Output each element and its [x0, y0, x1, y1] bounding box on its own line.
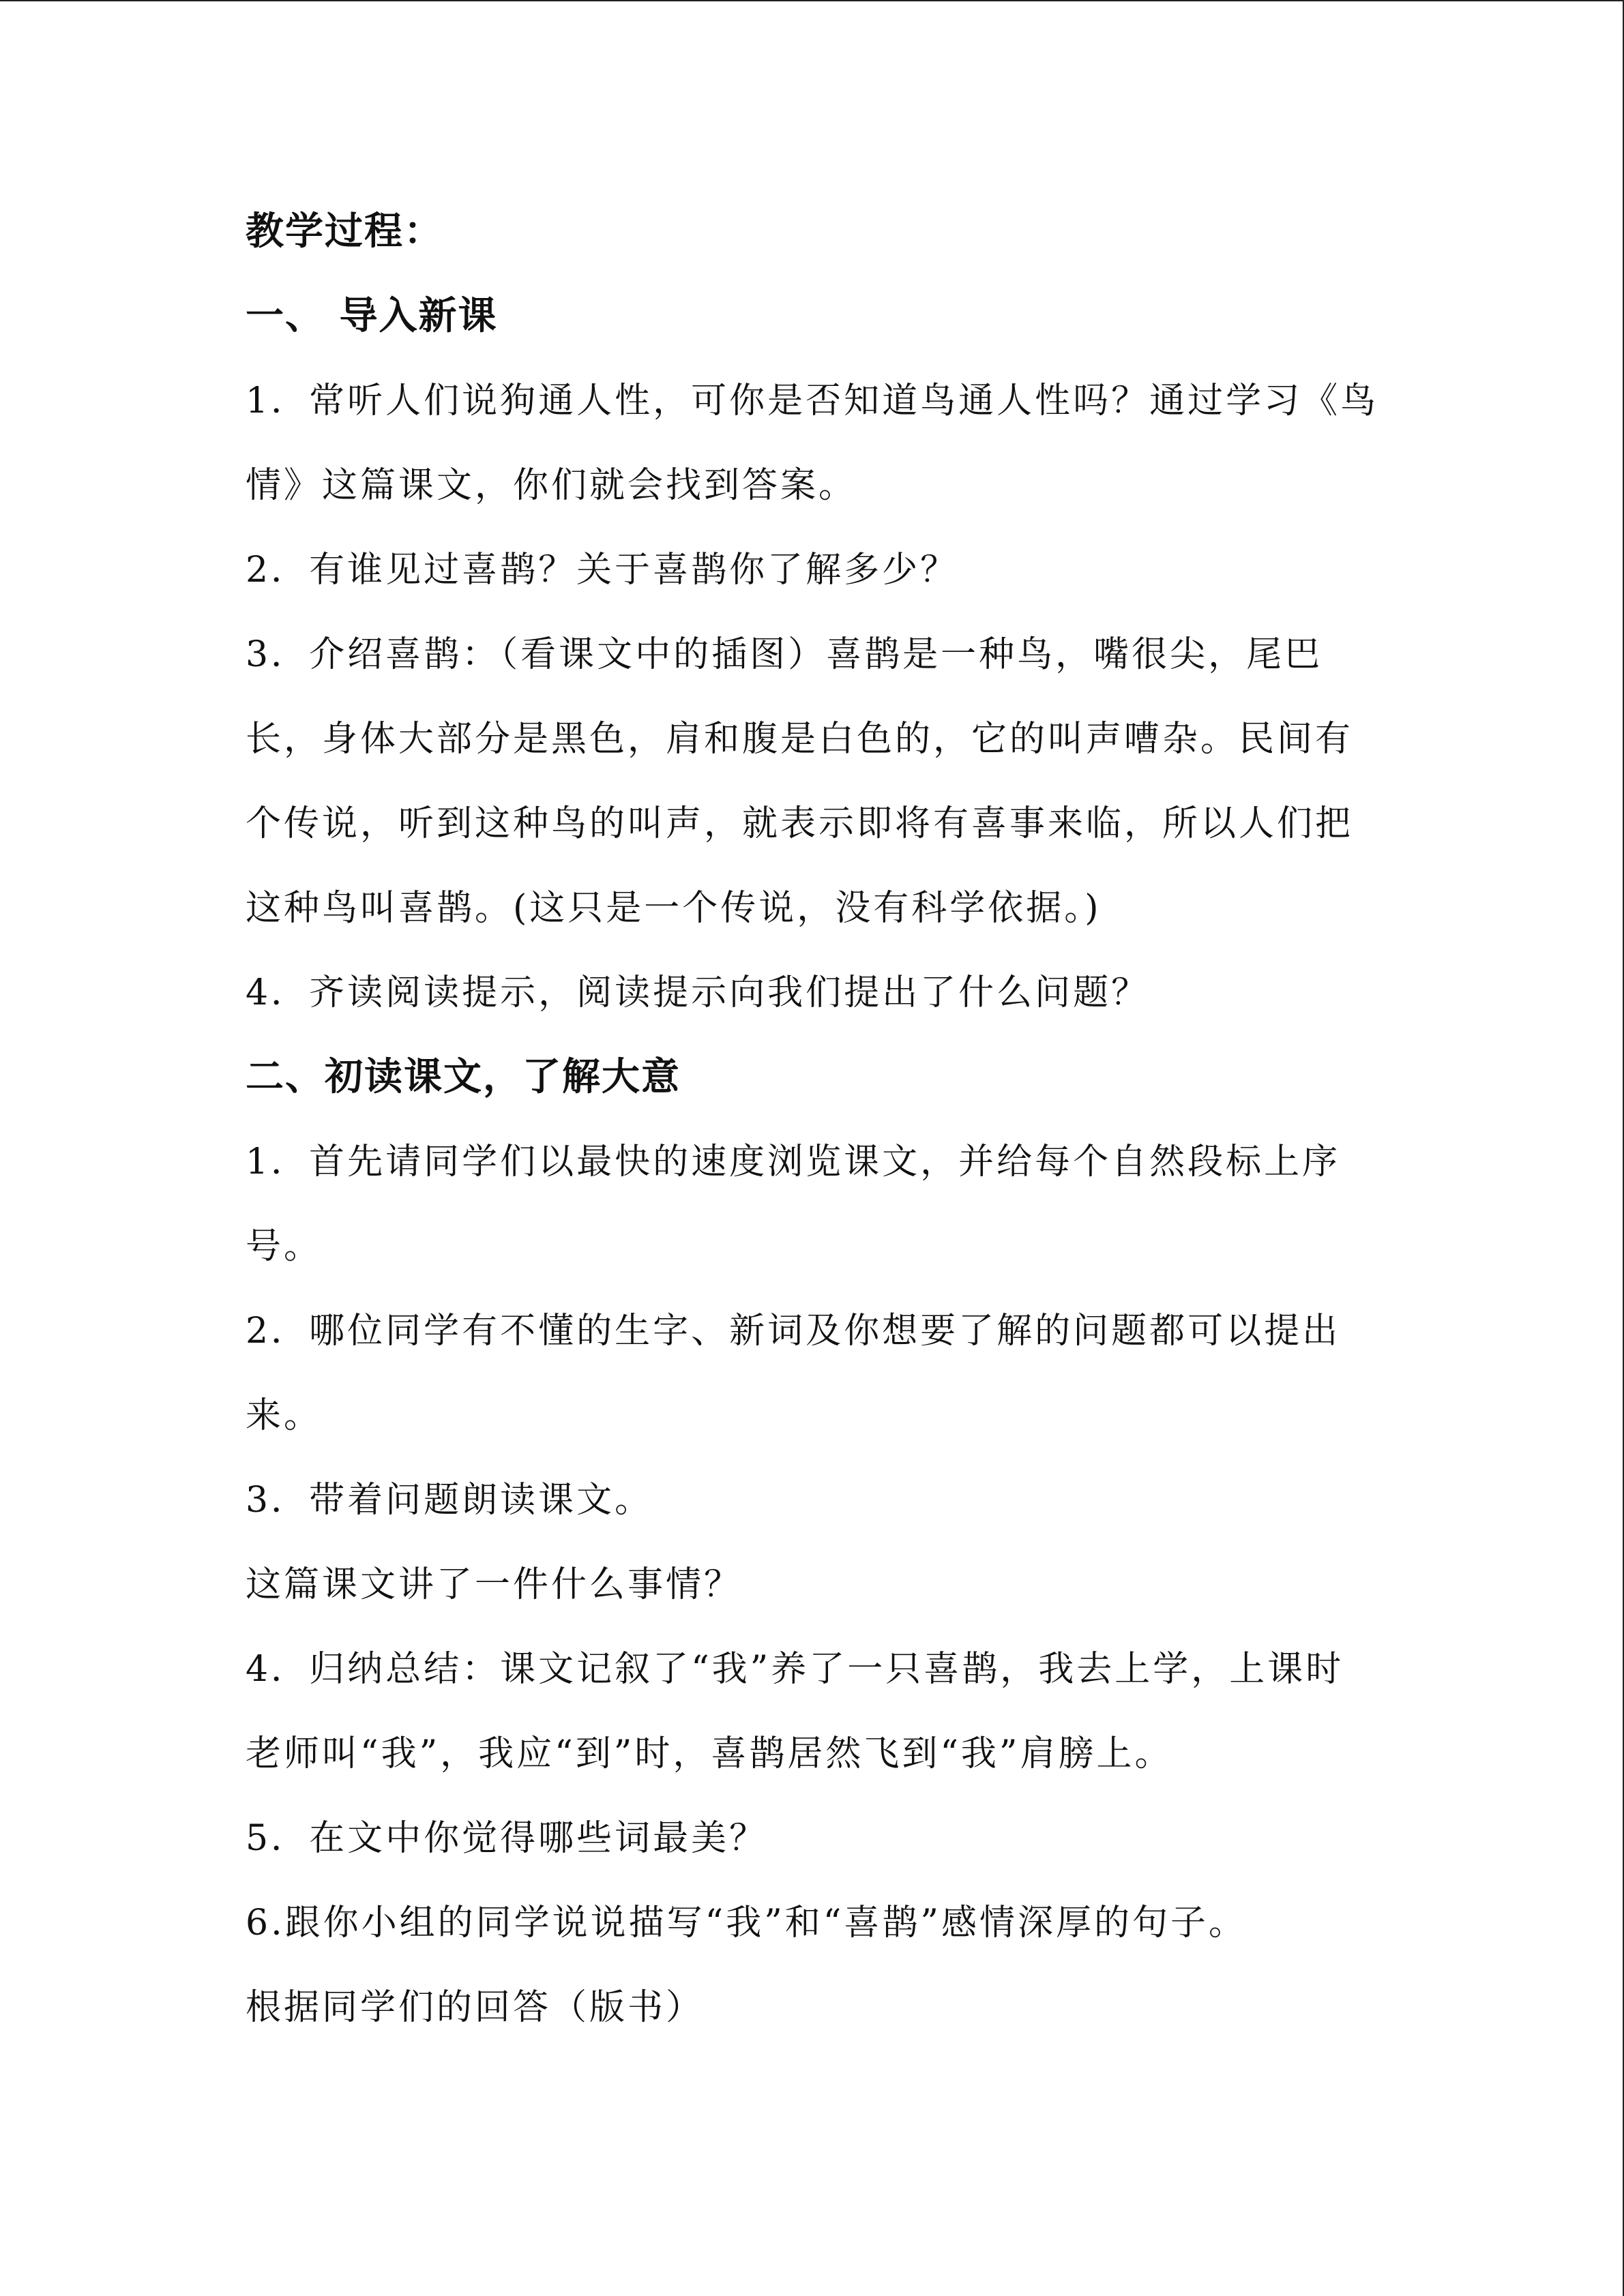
section-2-paragraph-1-line-2: 号。 — [246, 1226, 323, 1267]
section-1-paragraph-3-line-4: 这种鸟叫喜鹊。(这只是一个传说，没有科学依据。) — [246, 888, 1102, 929]
section-2-paragraph-3: 3．带着问题朗读课文。 — [246, 1480, 653, 1521]
section-1-paragraph-3-line-2: 长，身体大部分是黑色，肩和腹是白色的，它的叫声嘈杂。民间有 — [246, 719, 1354, 760]
section-2-paragraph-1-line-1: 1．首先请同学们以最快的速度浏览课文，并给每个自然段标上序 — [246, 1142, 1341, 1182]
section-2-paragraph-5: 5．在文中你觉得哪些词最美？ — [246, 1818, 768, 1859]
section-1-paragraph-1-line-2: 情》这篇课文，你们就会找到答案。 — [246, 465, 857, 506]
section-1-paragraph-4: 4．齐读阅读提示，阅读提示向我们提出了什么问题？ — [246, 972, 1150, 1013]
section-2-paragraph-3-question: 这篇课文讲了一件什么事情？ — [246, 1564, 743, 1605]
document-title: 教学过程： — [246, 209, 443, 254]
section-2-paragraph-2-line-1: 2．哪位同学有不懂的生字、新词及你想要了解的问题都可以提出 — [246, 1311, 1341, 1352]
section-1-paragraph-1-line-1: 1．常听人们说狗通人性，可你是否知道鸟通人性吗？通过学习《鸟 — [246, 381, 1379, 421]
section-2-paragraph-2-line-2: 来。 — [246, 1395, 323, 1436]
section-1-paragraph-3-line-3: 个传说，听到这种鸟的叫声，就表示即将有喜事来临，所以人们把 — [246, 803, 1354, 844]
section-1-paragraph-3-line-1: 3．介绍喜鹊：（看课文中的插图）喜鹊是一种鸟，嘴很尖，尾巴 — [246, 634, 1323, 675]
section-2-paragraph-4-line-1: 4．归纳总结：课文记叙了“我”养了一只喜鹊，我去上学，上课时 — [246, 1649, 1344, 1690]
section-2-heading: 二、初读课文，了解大意 — [246, 1055, 681, 1099]
section-2-paragraph-4-line-2: 老师叫“我”，我应“到”时，喜鹊居然飞到“我”肩膀上。 — [246, 1733, 1173, 1774]
section-2-paragraph-7: 根据同学们的回答（版书） — [246, 1987, 705, 2028]
section-1-paragraph-2: 2．有谁见过喜鹊？关于喜鹊你了解多少？ — [246, 550, 959, 591]
section-2-paragraph-6: 6.跟你小组的同学说说描写“我”和“喜鹊”感情深厚的句子。 — [246, 1903, 1247, 1943]
section-1-heading: 一、 导入新课 — [246, 294, 498, 338]
